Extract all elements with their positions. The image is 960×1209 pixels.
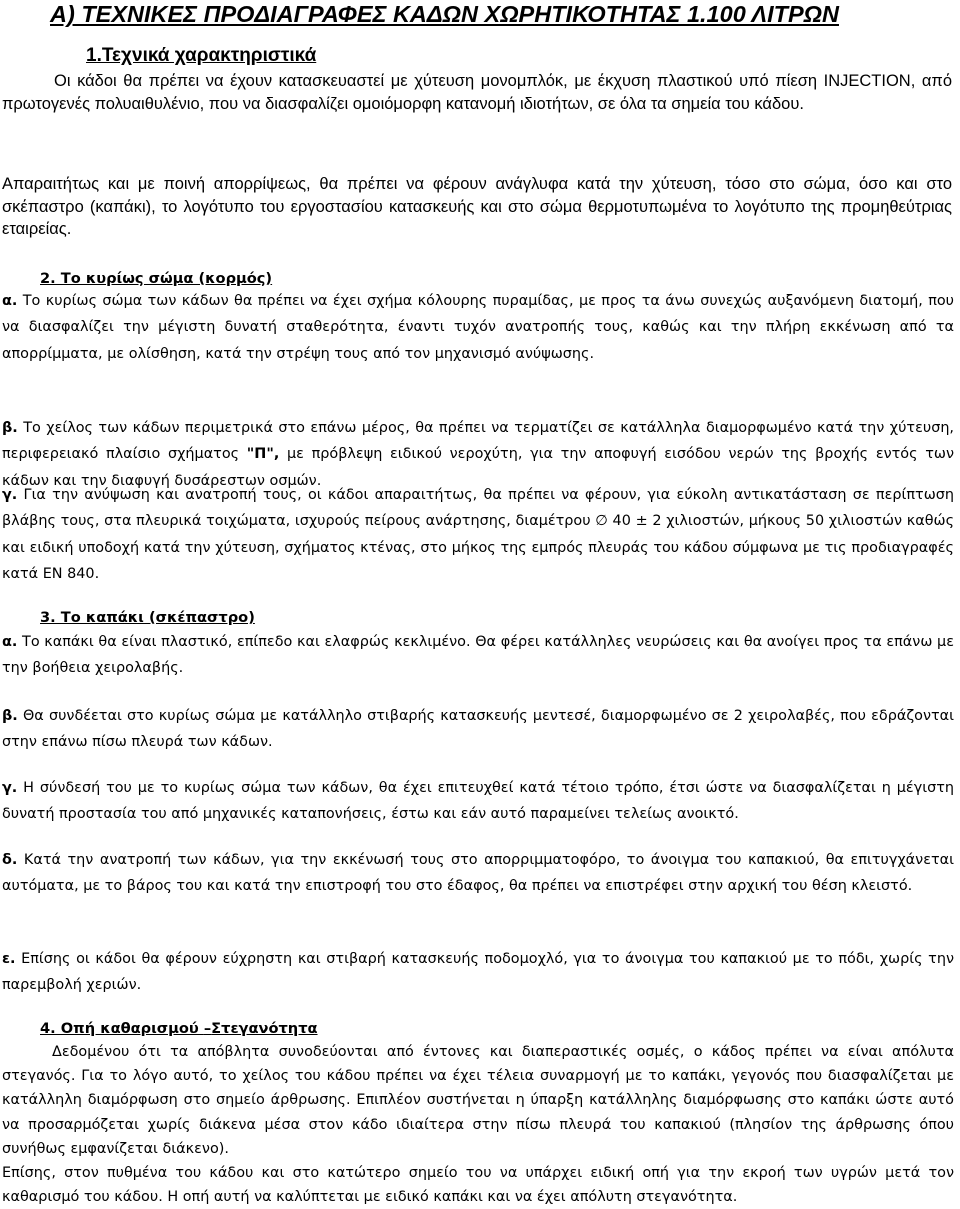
item-b-label: β. — [2, 708, 18, 724]
section-1-paragraph-1-text: Οι κάδοι θα πρέπει να έχουν κατασκευαστεί με χύτευση μονομπλόκ, με έκχυση πλαστικού υπό πίεση INJECTION, από πρωτογενές πολυαιθυλένιο, που να διασφαλίζει ομοιόμορφη κατανομή ιδιοτήτων, σε όλα τα σημεία του κάδου. — [2, 72, 952, 113]
section-4-paragraph-1-text: Δεδομένου ότι τα απόβλητα συνοδεύονται από έντονες και διαπεραστικές οσμές, ο κάδος πρέπει να είναι απόλυτα στεγανός. Για το λόγο αυτό, το χείλος του κάδου πρέπει να έχει τέλεια συναρμογή με το καπάκι, γεγονός που διασφαλίζεται με κατάλληλη διαμόρφωση στο σημείο άρθρωσης. Επιπλέον συστήνεται η ύπαρξη κατάλληλης διαμόρφωσης στο καπάκι ώστε αυτό να προσαρμόζεται χωρίς διάκενα μέσα στον κάδο ιδιαίτερα στην πίσω πλευρά του καπακιού (πλησίον της άρθρωσης όπου συνήθως εμφανίζεται διάκενο). — [2, 1044, 954, 1157]
item-c-text: Η σύνδεσή του με το κυρίως σώμα των κάδων, θα έχει επιτευχθεί κατά τέτοιο τρόπο, έτσι ώστε να διασφαλίζεται η μέγιστη δυνατή προστασία του από μηχανικές καταπονήσεις, έστω και εάν αυτό παραμείνει τελείως ανοικτό. — [2, 780, 954, 823]
diameter-value: 40 — [612, 513, 631, 530]
section-4-paragraph-1 — [2, 1040, 954, 1161]
item-b-text: Θα συνδέεται στο κυρίως σώμα με κατάλληλο στιβαρής κατασκευής μεντεσέ, διαμορφωμένο σε 2 χειρολαβές, που εδράζονται στην επάνω πίσω πλευρά των κάδων. — [2, 708, 955, 751]
section-3-heading: 3. Το καπάκι (σκέπαστρο) — [40, 609, 255, 626]
section-3-item-c — [2, 775, 954, 828]
document-title: Α) ΤΕΧΝΙΚΕΣ ΠΡΟΔΙΑΓΡΑΦΕΣ ΚΑΔΩΝ ΧΩΡΗΤΙΚΟΤΗΤΑΣ 1.100 ΛΙΤΡΩΝ — [50, 1, 839, 27]
item-d-label: δ. — [2, 852, 18, 868]
section-3-item-a — [2, 629, 954, 682]
item-c-text-1: Για την ανύψωση και ανατροπή τους, οι κάδοι απαραιτήτως, θα πρέπει να φέρουν, για εύκολη αντικατάσταση σε περίπτωση βλάβης τους, στα πλευρικά τοιχώματα, ισχυρούς πείρους ανάρτησης, διαμέτρου — [2, 487, 954, 530]
section-2-heading: 2. Το κυρίως σώμα (κορμός) — [40, 270, 273, 287]
item-c-text-2: 2 χιλιοστών, μήκους 50 χιλιοστών καθώς και ειδική υποδοχή κατά την χύτευση, σχήματος κτένας, στο μήκος της εμπρός πλευράς του κάδου σύμφωνα με τις προδιαγραφές κατά ΕΝ 840. — [2, 513, 955, 583]
item-b-bold: "Π", — [246, 446, 280, 463]
section-3-item-b — [2, 703, 954, 756]
item-a-label: α. — [2, 634, 18, 650]
item-c-label: γ. — [2, 487, 18, 503]
section-2-item-c — [2, 482, 954, 588]
section-1-paragraph-1 — [2, 70, 952, 115]
section-3-item-d — [2, 847, 954, 900]
section-1-paragraph-2: Απαραιτήτως και με ποινή απορρίψεως, θα πρέπει να φέρουν ανάγλυφα κατά την χύτευση, τόσο στο σώμα, όσο και στο σκέπαστρο (καπάκι), το λογότυπο του εργοστασίου κατασκευής και στο σώμα θερμοτυπωμένα το λογότυπο της προμηθεύτριας εταιρείας. — [2, 175, 952, 238]
section-4-heading — [40, 1018, 318, 1040]
item-b-text-1: Το χείλος των κάδων περιμετρικά στο επάνω μέρος, θα πρέπει να τερματίζει σε κατάλληλα διαμορφωμένο κατά την χύτευση, περιφερειακό πλαίσιο σχήματος — [2, 420, 955, 463]
item-a-text: Το κυρίως σώμα των κάδων θα πρέπει να έχει σχήμα κόλουρης πυραμίδας, με προς τα άνω συνεχώς αυξανόμενη διατομή, που να διασφαλίζει την μέγιστη δυνατή σταθερότητα, έναντι τυχόν ανατροπής τους, καθώς και την πλήρη εκκένωση από τα απορρίμματα, με ολίσθηση, κατά την στρέψη τους από τον μηχανισμό ανύψωσης. — [2, 293, 954, 362]
section-4-heading-part-1: 4. Οπή καθαρισμού — [40, 1020, 204, 1037]
item-e-text: Επίσης οι κάδοι θα φέρουν εύχρηστη και στιβαρή κατασκευής ποδομοχλό, για το άνοιγμα του καπακιού με το πόδι, χωρίς την παρεμβολή χεριών. — [2, 951, 954, 994]
diameter-symbol: ∅ — [595, 513, 608, 530]
item-a-text: Το καπάκι θα είναι πλαστικό, επίπεδο και ελαφρώς κεκλιμένο. Θα φέρει κατάλληλες νευρώσεις και θα ανοίγει προς τα επάνω με την βοήθεια χειρολαβής. — [2, 634, 954, 677]
item-b-text-2: με πρόβλεψη ειδικού νεροχύτη, για την αποφυγή εισόδου νερών της βροχής εντός των κάδων και την διαφυγή δυσάρεστων οσμών. — [2, 446, 954, 489]
section-4-paragraph-2: Επίσης, στον πυθμένα του κάδου και στο κατώτερο σημείο του να υπάρχει ειδική οπή για την εκροή των υγρών μετά τον καθαρισμό του κάδου. Η οπή αυτή να καλύπτεται με ειδικό καπάκι και να έχει απόλυτη στεγανότητα. — [2, 1165, 954, 1206]
plus-minus-symbol: ± — [635, 513, 648, 530]
section-4-heading-dash: – — [203, 1020, 212, 1037]
item-b-label: β. — [2, 420, 18, 436]
item-e-label: ε. — [2, 951, 16, 967]
item-d-text: Κατά την ανατροπή των κάδων, για την εκκένωσή τους στο απορριμματοφόρο, το άνοιγμα του καπακιού, θα επιτυγχάνεται αυτόματα, με το βάρος του και κατά την επιστροφή του στο έδαφος, θα πρέπει να επιστρέφει στην αρχική του θέση κλειστό. — [2, 852, 954, 895]
section-2-item-a — [2, 288, 954, 367]
section-1-heading: 1.Τεχνικά χαρακτηριστικά — [86, 45, 317, 66]
item-a-label: α. — [2, 293, 18, 309]
item-c-label: γ. — [2, 780, 18, 796]
section-4-heading-part-2: Στεγανότητα — [211, 1020, 318, 1037]
section-3-item-e — [2, 946, 954, 999]
